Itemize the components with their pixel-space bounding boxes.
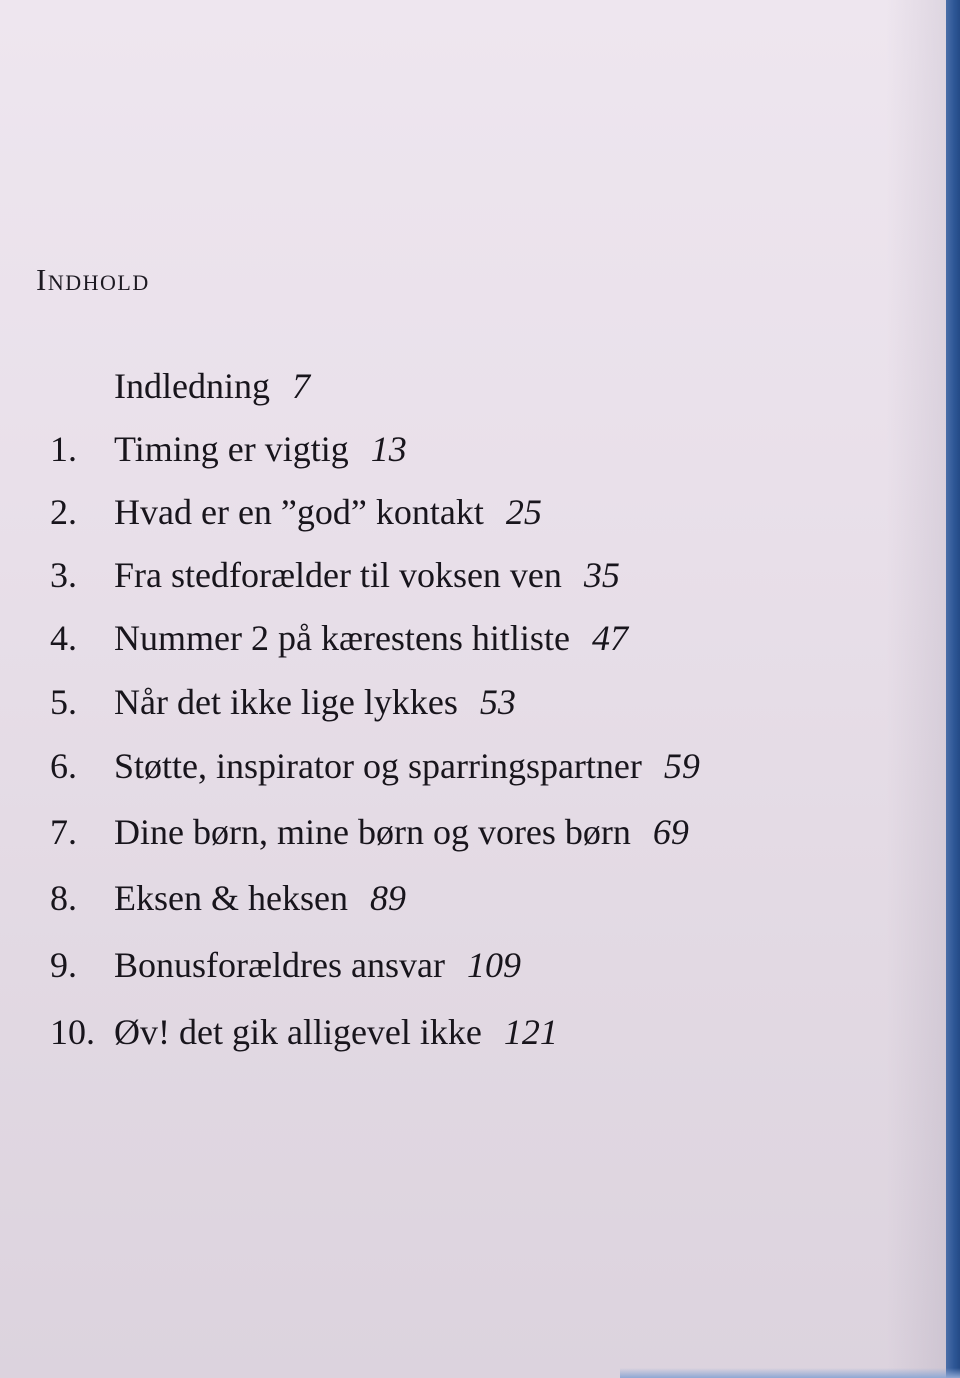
toc-entry-number: 2. xyxy=(50,492,77,532)
toc-entry-page: 13 xyxy=(370,429,407,469)
toc-entry-number: 4. xyxy=(50,618,77,658)
toc-entry-page: 121 xyxy=(503,1012,558,1052)
toc-entry-number: 8. xyxy=(50,878,77,918)
toc-entry-title: Støtte, inspirator og sparringspartner xyxy=(114,746,642,786)
toc-heading: Indhold xyxy=(36,262,150,297)
book-cover-edge xyxy=(946,0,960,1378)
toc-entry-title: Timing er vigtig xyxy=(114,429,349,469)
toc-entry-number: 6. xyxy=(50,746,77,786)
toc-entry-title: Nummer 2 på kærestens hitliste xyxy=(114,618,570,658)
toc-entry-title: Indledning xyxy=(114,366,270,406)
toc-entry-page: 109 xyxy=(466,945,521,985)
toc-entry-page: 89 xyxy=(369,878,406,918)
toc-entry-page: 47 xyxy=(591,618,628,658)
toc-entry-page: 35 xyxy=(583,555,620,595)
toc-entry-number: 1. xyxy=(50,429,77,469)
toc-entry-title: Eksen & heksen xyxy=(114,878,348,918)
toc-entry-number: 9. xyxy=(50,945,77,985)
toc-entry-title: Øv! det gik alligevel ikke xyxy=(114,1012,482,1052)
toc-entry-page: 69 xyxy=(652,812,689,852)
toc-entry-number: 10. xyxy=(50,1012,95,1052)
book-bottom-edge xyxy=(620,1368,960,1378)
toc-entry-title: Dine børn, mine børn og vores børn xyxy=(114,812,631,852)
toc-entry-page: 25 xyxy=(505,492,542,532)
toc-entry-page: 53 xyxy=(479,682,516,722)
toc-entry-number: 5. xyxy=(50,682,77,722)
toc-entry-title: Når det ikke lige lykkes xyxy=(114,682,458,722)
toc-entry-title: Fra stedforælder til voksen ven xyxy=(114,555,562,595)
toc-entry-number: 3. xyxy=(50,555,77,595)
toc-entry-number: 7. xyxy=(50,812,77,852)
toc-entry-page: 7 xyxy=(291,366,310,406)
toc-entry-title: Hvad er en ”god” kontakt xyxy=(114,492,484,532)
toc-entry-page: 59 xyxy=(663,746,700,786)
toc-entry-title: Bonusforældres ansvar xyxy=(114,945,445,985)
